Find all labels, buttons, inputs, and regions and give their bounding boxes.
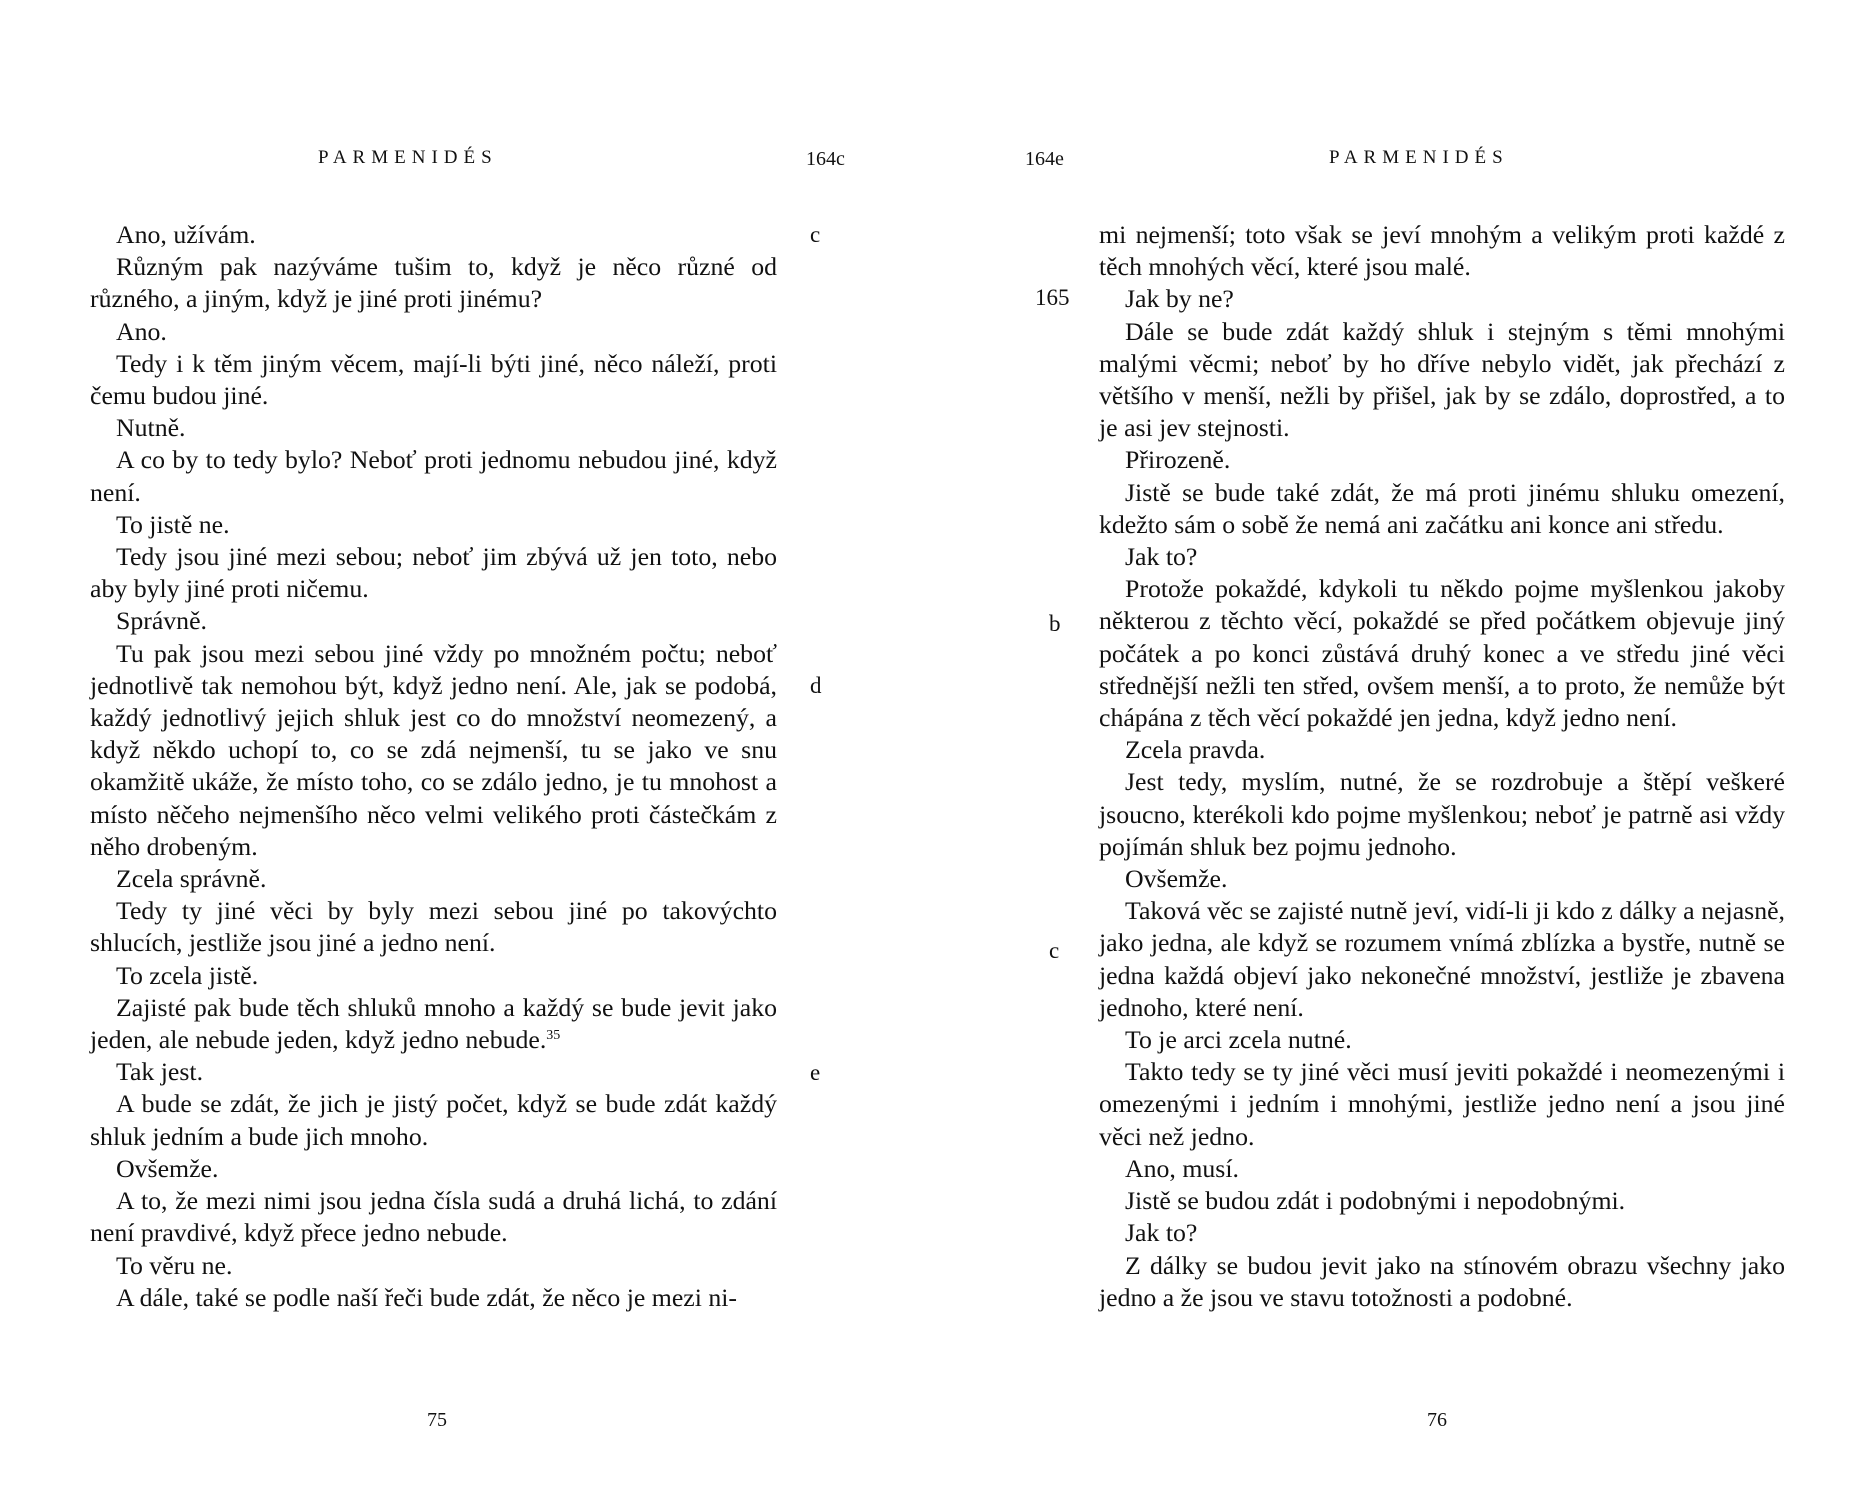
dialogue-paragraph: Ovšemže. [116,1153,219,1183]
dialogue-paragraph: mi nejmenší; toto však se jeví mnohým a velikým proti každé z těch mnohých věcí, které jsou malé. [1099,220,1785,282]
dialogue-paragraph: Jistě se budou zdát i podobnými i nepodobnými. [1125,1186,1626,1216]
right-page [931,0,1862,1501]
dialogue-paragraph: Tu pak jsou mezi sebou jiné vždy po množném počtu; neboť jednotlivě tak nemohou být, když jedno není. Ale, jak se podobá, každý jednotlivý jejich shluk jest co do množství neomezený, a když někdo uchopí to, co se zdá nejmenší, tu se jako ve snu okamžitě ukáže, že místo toho, co se zdálo jedno, je tu mnohost a místo něčeho nejmenšího něco velmi velikého proti částečkám z něho drobeným. [90,638,777,861]
running-title: PARMENIDÉS [1329,147,1509,168]
running-title: PARMENIDÉS [318,147,498,168]
dialogue-paragraph: Protože pokaždé, kdykoli tu někdo pojme myšlenkou jakoby některou z těchto věcí, pokaždé se před počátkem objevuje jiný počátek a po konci zůstává druhý konec a ve středu jiné věci střednější nežli ten střed, ovšem menší, a to proto, že nemůže být chápána z těch věcí pokaždé jen jedna, když jedno není. [1099,574,1785,733]
margin-mark: e [810,1060,821,1085]
dialogue-text: Zajisté pak bude těch shluků mnoho a každý se bude jevit jako jeden, ale nebude jeden, když jedno nebude. [90,992,777,1055]
dialogue-paragraph: Správně. [116,606,207,636]
dialogue-paragraph: Různým pak nazýváme tušim to, když je něco různé od různého, a jiným, když je jiné proti jinému? [90,252,777,314]
margin-mark: b [1049,611,1061,636]
dialogue-paragraph: To je arci zcela nutné. [1125,1025,1352,1055]
dialogue-paragraph: Ano. [116,316,167,346]
dialogue-paragraph: Tak jest. [116,1057,204,1087]
dialogue-paragraph: Zcela pravda. [1125,735,1266,765]
stephanus-reference: 164c [806,148,845,170]
margin-mark: 165 [1035,285,1070,310]
dialogue-paragraph: Ovšemže. [1125,864,1228,894]
dialogue-paragraph: Jak by ne? [1125,284,1234,314]
dialogue-paragraph: Z dálky se budou jevit jako na stínovém obrazu všechny jako jedno a že jsou ve stavu totožnosti a podobné. [1099,1250,1785,1312]
body-text [1099,219,1785,1314]
footnote-reference[interactable]: 35 [546,1028,561,1044]
stephanus-reference: 164e [1025,148,1064,170]
dialogue-paragraph: Ano, musí. [1125,1153,1239,1183]
dialogue-paragraph: Zcela správně. [116,864,267,894]
dialogue-paragraph: To věru ne. [116,1250,233,1280]
margin-mark: c [810,222,821,247]
dialogue-paragraph: Tedy ty jiné věci by byly mezi sebou jiné po takovýchto shlucích, jestliže jsou jiné a jedno není. [90,896,777,958]
dialogue-paragraph: Nutně. [116,413,186,443]
body-text [90,219,777,1314]
dialogue-paragraph: A co by to tedy bylo? Neboť proti jednomu nebudou jiné, když není. [90,445,777,507]
dialogue-paragraph: A to, že mezi nimi jsou jedna čísla sudá a druhá lichá, to zdání není pravdivé, když přece jedno nebude. [90,1186,777,1248]
dialogue-paragraph: Dále se bude zdát každý shluk i stejným s těmi mnohými malými věcmi; neboť by ho dříve nebylo vidět, jak přechází z většího v menší, nežli by přišel, jak by se zdálo, doprostřed, a to je asi jev stejnosti. [1099,316,1785,443]
dialogue-paragraph: Takto tedy se ty jiné věci musí jeviti pokaždé i neomezenými i omezenými i jedním i mnohými, jestliže jedno není a jsou jiné věci než jedno. [1099,1057,1785,1151]
dialogue-paragraph: Taková věc se zajisté nutně jeví, vidí-li ji kdo z dálky a nejasně, jako jedna, ale když se rozumem vnímá zblízka a bystře, nutně se jedna každá objeví jako nekonečné množství, jestliže je zbavena jednoho, které není. [1099,896,1785,1022]
dialogue-paragraph: Jak to? [1125,1218,1198,1248]
dialogue-paragraph: Tedy i k těm jiným věcem, mají-li býti jiné, něco náleží, proti čemu budou jiné. [90,348,777,411]
page-number: 75 [427,1409,447,1431]
dialogue-paragraph: Jest tedy, myslím, nutné, že se rozdrobuje a štěpí veškeré jsoucno, kterékoli kdo pojme myšlenkou; neboť je patrně asi vždy pojímán shluk bez pojmu jednoho. [1099,767,1785,861]
margin-mark: c [1049,938,1060,963]
dialogue-paragraph: A dále, také se podle naší řeči bude zdát, že něco je mezi ni- [116,1282,738,1312]
dialogue-paragraph: Přirozeně. [1125,445,1231,475]
dialogue-paragraph: Tedy jsou jiné mezi sebou; neboť jim zbývá už jen toto, nebo aby byly jiné proti ničemu. [90,542,777,604]
dialogue-paragraph: To jistě ne. [116,509,230,539]
dialogue-paragraph-with-note [90,992,777,1056]
dialogue-paragraph: Ano, užívám. [116,220,256,249]
dialogue-paragraph: A bude se zdát, že jich je jistý počet, když se bude zdát každý shluk jedním a bude jich mnoho. [90,1089,777,1151]
dialogue-paragraph: Jistě se bude také zdát, že má proti jinému shluku omezení, kdežto sám o sobě že nemá ani začátku ani konce ani středu. [1099,477,1785,539]
margin-mark: d [810,673,822,698]
dialogue-paragraph: Jak to? [1125,542,1198,572]
page-number: 76 [1427,1409,1447,1431]
dialogue-paragraph: To zcela jistě. [116,960,259,990]
